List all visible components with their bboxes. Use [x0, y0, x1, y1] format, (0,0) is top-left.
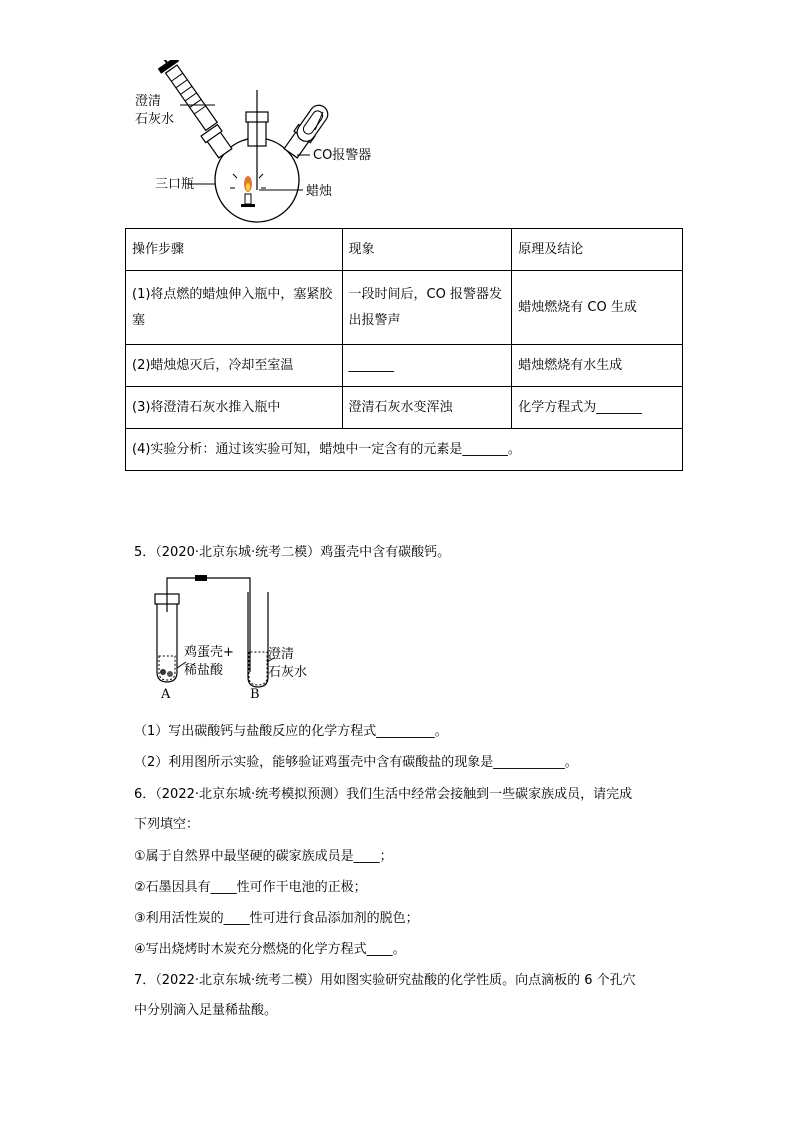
label-tube-a: A — [161, 687, 171, 702]
q6-item-2: ②石墨因具有____性可作干电池的正极； — [134, 880, 367, 895]
q5-sub2: （2）利用图所示实验，能够验证鸡蛋壳中含有碳酸盐的现象是___________。 — [134, 755, 578, 770]
label-co-alarm: CO报警器 — [313, 148, 372, 163]
table-row — [126, 271, 683, 345]
row2-phenomenon: _______ — [342, 345, 512, 387]
row1-conclusion: 蜡烛燃烧有 CO 生成 — [512, 271, 683, 345]
header-conclusion: 原理及结论 — [512, 229, 683, 271]
label-tube-b: B — [250, 687, 260, 702]
label-limewater-b: 澄清 石灰水 — [268, 647, 308, 680]
q6-stem-line2: 下列填空： — [134, 817, 200, 832]
q5-sub1: （1）写出碳酸钙与盐酸反应的化学方程式_________。 — [134, 724, 448, 739]
table-header-row — [126, 229, 683, 271]
row3-conclusion: 化学方程式为_______ — [512, 387, 683, 429]
q7-stem-line2: 中分别滴入足量稀盐酸。 — [134, 1003, 278, 1018]
q7-stem-line1: 7．（2022·北京东城·统考二模）用如图实验研究盐酸的化学性质。向点滴板的 6 个孔穴 — [134, 973, 636, 988]
figure-test-tubes — [140, 572, 340, 707]
row2-step: (2)蜡烛熄灭后，冷却至室温 — [126, 345, 343, 387]
q6-stem-line1: 6．（2022·北京东城·统考模拟预测）我们生活中经常会接触到一些碳家族成员，请完成 — [134, 787, 633, 802]
header-step: 操作步骤 — [126, 229, 343, 271]
table-row — [126, 345, 683, 387]
q6-item-3: ③利用活性炭的____性可进行食品添加剂的脱色； — [134, 911, 419, 926]
row1-step: (1)将点燃的蜡烛伸入瓶中，塞紧胶塞 — [126, 271, 343, 345]
flask-apparatus-drawing — [125, 60, 425, 228]
figure-three-neck-flask — [125, 60, 425, 228]
row1-phenomenon: 一段时间后，CO 报警器发出报警声 — [342, 271, 512, 345]
row2-conclusion: 蜡烛燃烧有水生成 — [512, 345, 683, 387]
label-three-neck-flask: 三口瓶 — [155, 177, 195, 192]
label-candle: 蜡烛 — [306, 184, 333, 199]
row3-phenomenon: 澄清石灰水变浑浊 — [342, 387, 512, 429]
analysis-cell: (4)实验分析：通过该实验可知，蜡烛中一定含有的元素是_______。 — [126, 429, 683, 471]
row3-step: (3)将澄清石灰水推入瓶中 — [126, 387, 343, 429]
q6-item-4: ④写出烧烤时木炭充分燃烧的化学方程式____。 — [134, 942, 406, 957]
header-phenomenon: 现象 — [342, 229, 512, 271]
experiment-table — [125, 228, 683, 471]
label-limewater: 澄清 石灰水 — [135, 94, 175, 127]
q5-stem: 5．（2020·北京东城·统考二模）鸡蛋壳中含有碳酸钙。 — [134, 545, 451, 560]
table-row — [126, 387, 683, 429]
table-analysis-row — [126, 429, 683, 471]
q6-item-1: ①属于自然界中最坚硬的碳家族成员是____； — [134, 849, 393, 864]
label-reagent: 鸡蛋壳+ 稀盐酸 — [184, 645, 234, 678]
